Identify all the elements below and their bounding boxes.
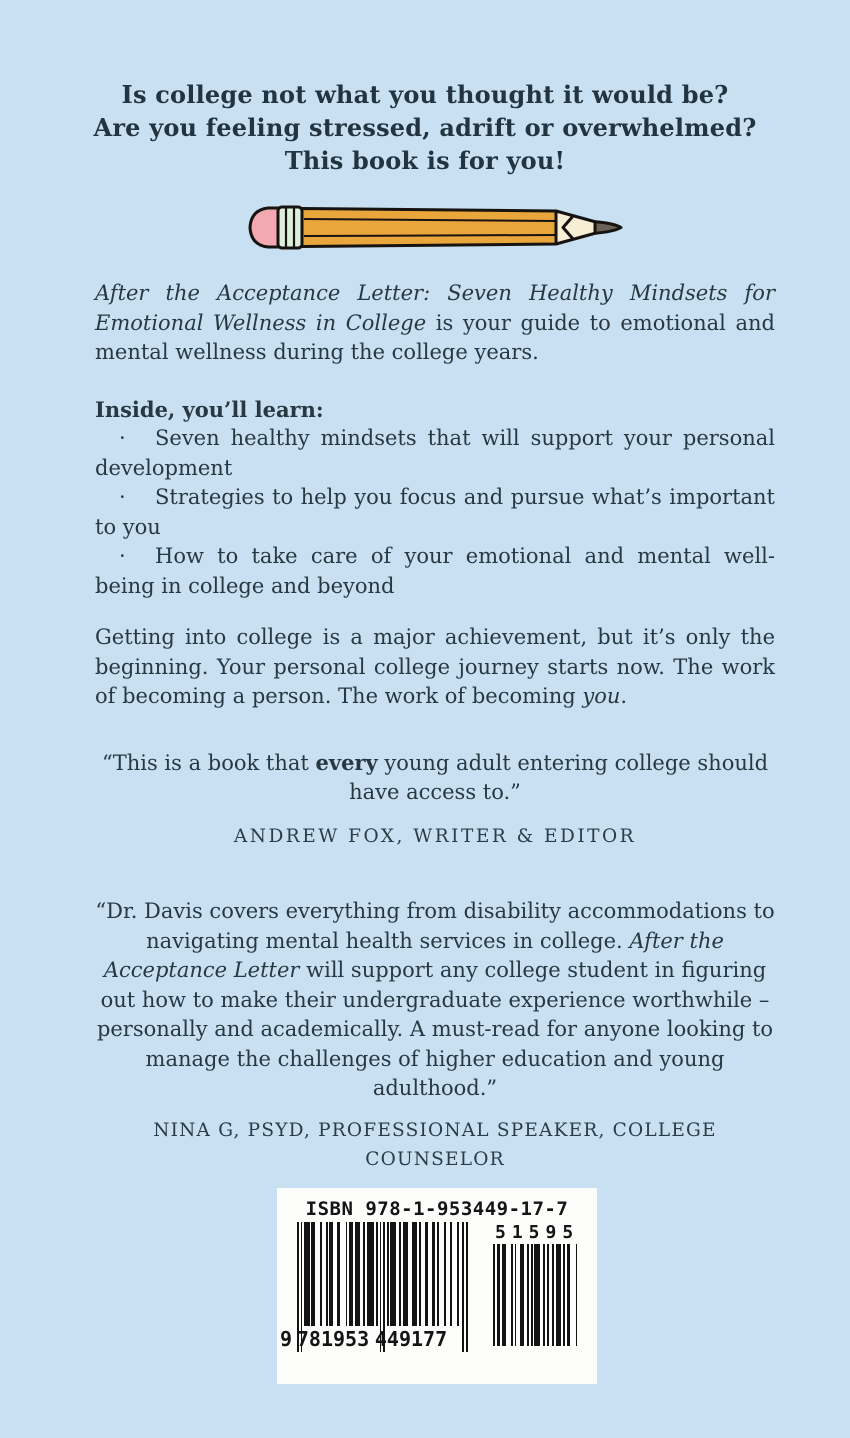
supplement-barcode (493, 1222, 583, 1354)
back-cover-copy (95, 279, 775, 1175)
list-item (95, 483, 775, 542)
closing-period: . (620, 684, 628, 708)
closing-text: Getting into college is a major achievement, but it’s only the beginning. Your personal college journey starts now. The work of becoming a person. The work of becoming (95, 625, 775, 708)
learn-list (95, 424, 775, 601)
list-item-text: Seven healthy mindsets that will support your personal development (95, 426, 775, 480)
list-item (95, 424, 775, 483)
quote-1-text (95, 748, 775, 808)
supplement-digits: 51595 (495, 1222, 580, 1243)
closing-italic: you (582, 684, 621, 708)
list-item-text: Strategies to help you focus and pursue what’s important to you (95, 485, 775, 539)
ean13-group1: 781953 (296, 1327, 370, 1351)
pencil-illustration (244, 203, 626, 253)
list-item (95, 542, 775, 601)
quote-2 (95, 897, 775, 1175)
headline-line-1: Is college not what you thought it would be? (121, 80, 729, 109)
ean13-barcode (280, 1222, 469, 1354)
pencil-icon (244, 203, 626, 253)
quote-1-attribution: ANDREW FOX, WRITER & EDITOR (233, 825, 637, 847)
headline-line-2: Are you feeling stressed, adrift or overwhelmed? (93, 113, 757, 142)
headline-line-3: This book is for you! (284, 146, 566, 175)
bullet-icon: · (119, 426, 126, 450)
learn-heading: Inside, you’ll learn: (95, 396, 324, 422)
book-back-cover (0, 78, 850, 1438)
headline (0, 78, 850, 177)
quote-1-bold: every (315, 749, 378, 775)
list-item-text: How to take care of your emotional and mental well-being in college and beyond (95, 544, 775, 598)
quote-1 (95, 748, 775, 852)
intro-text: is your guide to emotional and mental wellness during the college years. (95, 310, 775, 364)
barcode-panel (277, 1188, 597, 1384)
barcode-bar (576, 1244, 578, 1346)
supplement-bars (493, 1244, 583, 1346)
quote-2-attribution: NINA G, PSYD, PROFESSIONAL SPEAKER, COLLEGE COUNSELOR (153, 1119, 717, 1170)
closing-paragraph (95, 623, 775, 712)
barcode-row (280, 1222, 597, 1354)
quote-1-pre: “This is a book that (101, 750, 316, 775)
intro-paragraph (95, 279, 775, 368)
book-title-italic: After the Acceptance Letter: Seven Healthy Mindsets for Emotional Wellness in College (95, 281, 775, 335)
bullet-icon: · (119, 485, 126, 509)
ean13-group2: 449177 (374, 1327, 448, 1351)
quote-2-text (95, 897, 775, 1104)
quote-1-post: young adult entering college should have access to.” (349, 750, 769, 804)
ean13-lead-digit: 9 (280, 1327, 293, 1351)
quote-2-post: will support any college student in figuring out how to make their undergraduate experience worthwhile – personally and academically. A must-read for anyone looking to manage the challenges of higher education and young adulthood.” (96, 958, 774, 1100)
bullet-icon: · (119, 544, 126, 568)
isbn-label: ISBN 978-1-953449-17-7 (305, 1198, 569, 1220)
quote-2-title-italic: After the Acceptance Letter (103, 928, 724, 982)
ean13-digits (280, 1326, 480, 1352)
quote-2-pre: “Dr. Davis covers everything from disability accommodations to navigating mental health services in college. (95, 899, 775, 953)
